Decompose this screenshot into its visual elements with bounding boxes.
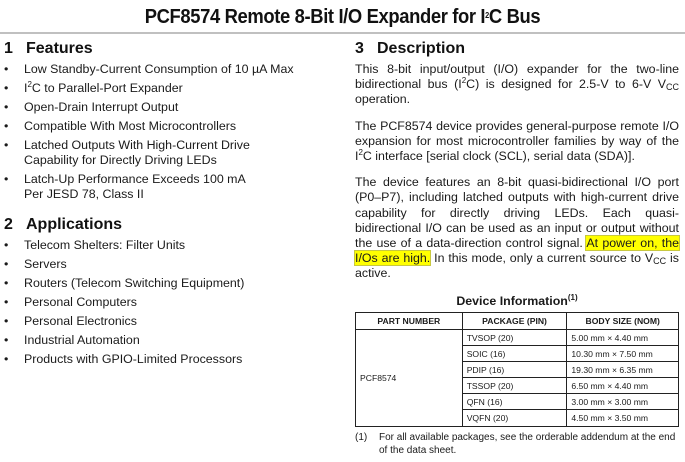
part-number-cell: PCF8574 bbox=[356, 330, 463, 427]
list-item: • Low Standby-Current Consumption of 10 µA Max bbox=[4, 62, 339, 77]
title-divider bbox=[0, 32, 685, 34]
list-item: • Industrial Automation bbox=[4, 333, 339, 348]
features-list bbox=[4, 62, 339, 203]
document-title: PCF8574 Remote 8-Bit I/O Expander for $I^2C$ Bus bbox=[144, 6, 541, 28]
features-heading: 1 Features bbox=[4, 40, 93, 57]
package-cell: TVSOP (20) bbox=[462, 330, 567, 346]
list-item: • Compatible With Most Microcontrollers bbox=[4, 119, 339, 134]
package-cell: VQFN (20) bbox=[462, 410, 567, 426]
device-info-title: Device Information$^{(1)}$ bbox=[456, 293, 578, 308]
list-item: • Personal Computers bbox=[4, 295, 339, 310]
table-header-row bbox=[356, 313, 679, 330]
device-info-table bbox=[355, 312, 679, 427]
description-paragraph-3: The device features an 8-bit quasi-bidirectional I/O port (P0–P7), including latched outputs with high-current drive capability for directly driving LEDs. Each quasi-bidirectional I/O can be used as an input or output without the use of a data-direction control signal. At power on, the I/Os are high. In this mode, only a current source to $V_{CC}$ is active. bbox=[355, 175, 679, 281]
description-paragraph-1: This 8-bit input/output (I/O) expander for the two-line bidirectional bus $(I^2C)$ is designed for 2.5-V to 6-V $V_{CC}$ operation. bbox=[355, 62, 679, 107]
size-cell: 19.30 mm × 6.35 mm bbox=[567, 362, 679, 378]
right-column bbox=[355, 38, 679, 282]
table-row bbox=[356, 330, 679, 346]
package-cell: PDIP (16) bbox=[462, 362, 567, 378]
list-item: • Latch-Up Performance Exceeds 100 mA Per JESD 78, Class II bbox=[4, 172, 339, 202]
applications-heading: 2 Applications bbox=[4, 215, 123, 233]
size-cell: 5.00 mm × 4.40 mm bbox=[567, 330, 679, 346]
list-item: • Telecom Shelters: Filter Units bbox=[4, 238, 339, 253]
left-column bbox=[4, 38, 339, 371]
size-cell: 6.50 mm × 4.40 mm bbox=[567, 378, 679, 394]
list-item: • Products with GPIO-Limited Processors bbox=[4, 352, 339, 367]
list-item: • $I^2C$ to Parallel-Port Expander bbox=[4, 81, 339, 96]
column-header: PART NUMBER bbox=[356, 313, 463, 330]
list-item: • Routers (Telecom Switching Equipment) bbox=[4, 276, 339, 291]
applications-list bbox=[4, 238, 339, 367]
highlighted-text: At power on, the I/Os are high. bbox=[355, 236, 679, 266]
list-item: • Personal Electronics bbox=[4, 314, 339, 329]
package-cell: SOIC (16) bbox=[462, 346, 567, 362]
table-footnote: (1) For all available packages, see the orderable addendum at the end of the data sheet. bbox=[355, 432, 676, 456]
description-paragraph-2: The PCF8574 device provides general-purpose remote I/O expansion for most microcontroller families by way of the $I^2C$ interface [serial clock (SCL), serial data (SDA)]. bbox=[355, 118, 679, 164]
list-item: • Servers bbox=[4, 257, 339, 272]
size-cell: 4.50 mm × 3.50 mm bbox=[567, 410, 679, 426]
list-item: • Latched Outputs With High-Current Drive Capability for Directly Driving LEDs bbox=[4, 138, 339, 168]
size-cell: 3.00 mm × 3.00 mm bbox=[567, 394, 679, 410]
size-cell: 10.30 mm × 7.50 mm bbox=[567, 346, 679, 362]
package-cell: TSSOP (20) bbox=[462, 378, 567, 394]
package-cell: QFN (16) bbox=[462, 394, 567, 410]
list-item: • Open-Drain Interrupt Output bbox=[4, 100, 339, 115]
column-header: PACKAGE (PIN) bbox=[462, 313, 567, 330]
column-header: BODY SIZE (NOM) bbox=[567, 313, 679, 330]
description-heading: 3 Description bbox=[355, 40, 466, 57]
